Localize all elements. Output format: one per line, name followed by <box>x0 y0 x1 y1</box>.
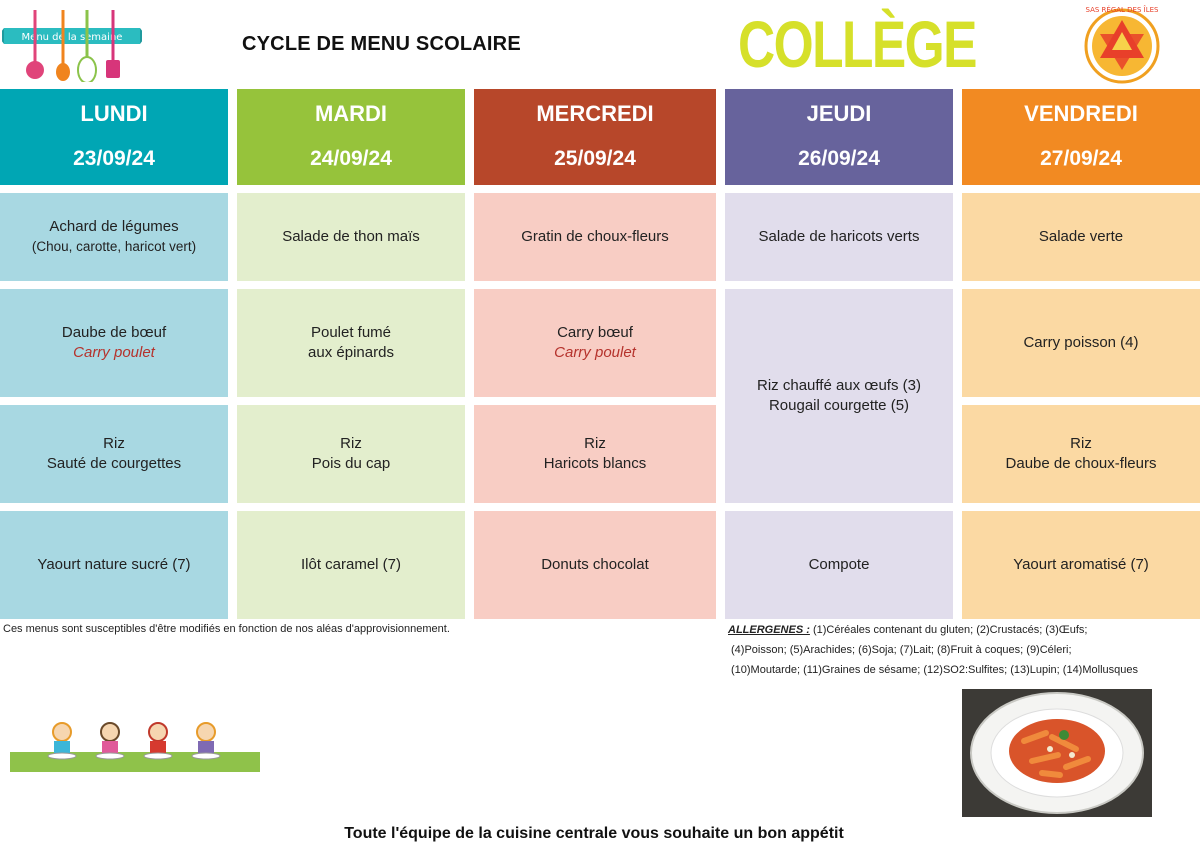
dish: Salade verte <box>1038 228 1124 245</box>
day-header-jeudi <box>725 89 953 185</box>
dish-alternative: Carry poulet <box>554 344 636 361</box>
menu-cell-dessert <box>962 511 1200 619</box>
dish: Gratin de choux-fleurs <box>521 228 669 245</box>
dish: Pois du cap <box>311 455 391 472</box>
dish: Carry poisson (4) <box>1023 334 1139 351</box>
menu-cell-main <box>725 289 953 503</box>
day-date: 24/09/24 <box>310 147 392 170</box>
allergens-text: (1)Céréales contenant du gluten; (2)Crustacés; (3)Œufs; <box>809 624 1088 636</box>
dish: Salade de haricots verts <box>758 228 920 245</box>
child-figure-4 <box>192 723 220 759</box>
menu-cell-main <box>0 289 228 397</box>
menu-cell-dessert <box>725 511 953 619</box>
child-figure-2 <box>96 723 124 759</box>
menu-cell-dessert <box>0 511 228 619</box>
allergens-legend <box>728 620 1198 680</box>
menu-de-la-semaine-logo <box>2 6 142 82</box>
dish: Daube de choux-fleurs <box>1005 455 1157 472</box>
day-name: JEUDI <box>806 101 872 126</box>
child-figure-3 <box>144 723 172 759</box>
menu-cell-dessert <box>474 511 716 619</box>
day-date: 26/09/24 <box>798 147 880 170</box>
dish: Ilôt caramel (7) <box>300 556 402 573</box>
day-header-mercredi <box>474 89 716 185</box>
school-level-title: COLLÈGE <box>738 7 976 81</box>
dish: Riz <box>103 435 125 452</box>
day-date: 23/09/24 <box>73 147 155 170</box>
dish: Salade de thon maïs <box>282 228 420 245</box>
day-header-mardi <box>237 89 465 185</box>
menu-cell-side <box>474 405 716 503</box>
dish: Achard de légumes <box>49 218 179 235</box>
children-at-table-illustration <box>10 716 260 772</box>
menu-cell-starter <box>474 193 716 281</box>
day-date: 25/09/24 <box>554 147 636 170</box>
dish: Rougail courgette (5) <box>768 397 910 414</box>
dish: Yaourt aromatisé (7) <box>1013 556 1149 573</box>
allergens-line: (4)Poisson; (5)Arachides; (6)Soja; (7)Lait; (8)Fruit à coques; (9)Céleri; <box>731 644 1072 656</box>
dish: Carry bœuf <box>557 324 633 341</box>
regal-des-iles-logo <box>1072 4 1172 84</box>
footer-message: Toute l'équipe de la cuisine centrale vous souhaite un bon appétit <box>344 825 844 842</box>
menu-cell-starter <box>962 193 1200 281</box>
dish: Riz <box>584 435 606 452</box>
day-name: MARDI <box>314 101 388 126</box>
dish: aux épinards <box>308 344 394 361</box>
dish: Daube de bœuf <box>61 324 167 341</box>
day-name: VENDREDI <box>1024 101 1138 126</box>
pasta-dish-photo <box>962 689 1152 817</box>
brand-logo-text: SAS RÉGAL DES ÎLES <box>1085 6 1159 14</box>
dish: Yaourt nature sucré (7) <box>37 556 191 573</box>
menu-cell-main <box>474 289 716 397</box>
menu-cell-side <box>237 405 465 503</box>
page-title: CYCLE DE MENU SCOLAIRE <box>242 33 521 55</box>
dish: Riz chauffé aux œufs (3) <box>757 377 921 394</box>
dish: Riz <box>1070 435 1092 452</box>
dish: Haricots blancs <box>543 455 647 472</box>
dish: Riz <box>340 435 362 452</box>
day-header-lundi <box>0 89 228 185</box>
day-name: LUNDI <box>80 101 148 126</box>
day-name: MERCREDI <box>536 101 654 126</box>
child-figure-1 <box>48 723 76 759</box>
dish: Sauté de courgettes <box>46 455 182 472</box>
allergens-line: (10)Moutarde; (11)Graines de sésame; (12)SO2:Sulfites; (13)Lupin; (14)Mollusques <box>731 664 1138 676</box>
menu-cell-main <box>962 289 1200 397</box>
day-header-vendredi <box>962 89 1200 185</box>
dish: Donuts chocolat <box>541 556 649 573</box>
menu-cell-main <box>237 289 465 397</box>
dish-note: (Chou, carotte, haricot vert) <box>31 239 197 254</box>
dish: Poulet fumé <box>310 324 392 341</box>
day-date: 27/09/24 <box>1040 147 1122 170</box>
allergens-label: ALLERGENES : <box>728 624 810 636</box>
menu-cell-dessert <box>237 511 465 619</box>
menu-cell-starter <box>0 193 228 281</box>
menu-cell-side <box>0 405 228 503</box>
disclaimer-text: Ces menus sont susceptibles d'être modifiés en fonction de nos aléas d'approvisionnement. <box>3 623 450 635</box>
allergens-line <box>728 620 1198 640</box>
logo-text: Menu de la semaine <box>21 32 123 43</box>
menu-cell-starter <box>725 193 953 281</box>
menu-cell-side <box>962 405 1200 503</box>
dish: Compote <box>808 556 870 573</box>
dish-alternative: Carry poulet <box>73 344 155 361</box>
menu-cell-starter <box>237 193 465 281</box>
